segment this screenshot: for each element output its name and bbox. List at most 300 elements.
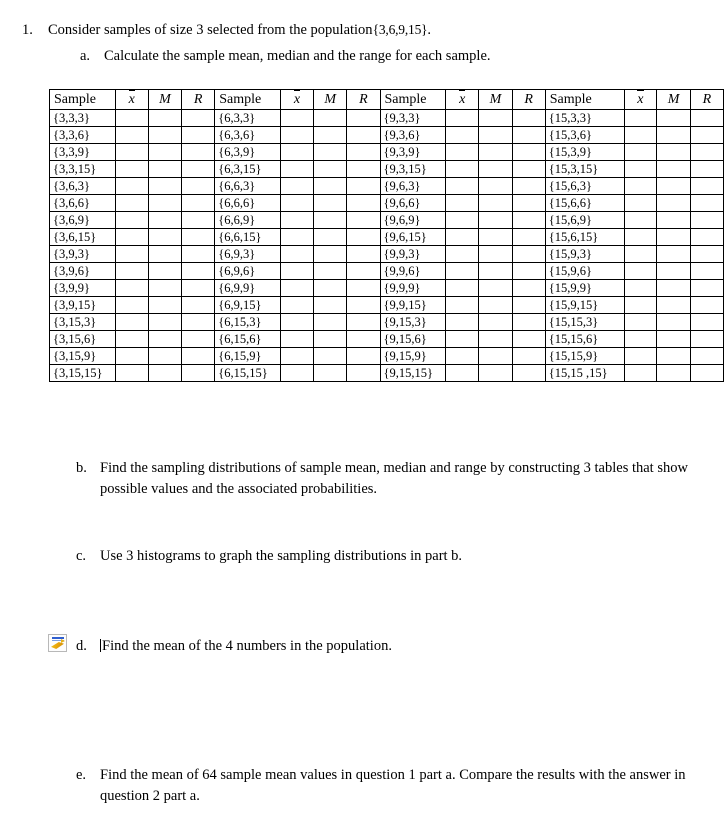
range-cell[interactable] xyxy=(182,280,215,297)
table-row xyxy=(50,365,724,382)
sample-cell: {9,15,3} xyxy=(380,314,446,331)
mean-cell[interactable] xyxy=(281,229,314,246)
median-cell[interactable] xyxy=(148,229,182,246)
range-cell[interactable] xyxy=(512,195,545,212)
median-cell[interactable] xyxy=(657,297,691,314)
range-cell[interactable] xyxy=(690,365,723,382)
mean-cell[interactable] xyxy=(115,297,148,314)
median-cell[interactable] xyxy=(657,195,691,212)
range-cell[interactable] xyxy=(512,229,545,246)
median-cell[interactable] xyxy=(148,161,182,178)
mean-cell[interactable] xyxy=(446,229,479,246)
table-row xyxy=(50,314,724,331)
range-cell[interactable] xyxy=(347,127,380,144)
range-cell[interactable] xyxy=(347,331,380,348)
range-cell[interactable] xyxy=(182,212,215,229)
median-cell[interactable] xyxy=(313,263,347,280)
x-bar-symbol: x xyxy=(459,92,466,107)
part-c-text: Use 3 histograms to graph the sampling distributions in part b. xyxy=(100,548,463,564)
header-sample-2: Sample xyxy=(215,90,281,110)
table-row xyxy=(50,246,724,263)
mean-cell[interactable] xyxy=(115,212,148,229)
mean-cell[interactable] xyxy=(446,178,479,195)
sample-cell: {9,9,3} xyxy=(380,246,446,263)
range-cell[interactable] xyxy=(690,229,723,246)
range-cell[interactable] xyxy=(512,178,545,195)
median-cell[interactable] xyxy=(479,161,513,178)
sample-cell: {6,9,9} xyxy=(215,280,281,297)
sample-cell: {3,9,3} xyxy=(50,246,116,263)
mean-cell[interactable] xyxy=(115,331,148,348)
mean-cell[interactable] xyxy=(115,144,148,161)
part-d xyxy=(76,636,696,657)
range-cell[interactable] xyxy=(512,263,545,280)
median-cell[interactable] xyxy=(148,331,182,348)
median-cell[interactable] xyxy=(148,246,182,263)
sample-cell: {6,9,15} xyxy=(215,297,281,314)
median-cell[interactable] xyxy=(479,144,513,161)
samples-table xyxy=(49,89,724,382)
mean-cell[interactable] xyxy=(624,195,657,212)
edit-pencil-icon[interactable] xyxy=(48,634,67,652)
mean-cell[interactable] xyxy=(624,161,657,178)
mean-cell[interactable] xyxy=(281,144,314,161)
mean-cell[interactable] xyxy=(446,127,479,144)
sample-cell: {6,6,15} xyxy=(215,229,281,246)
mean-cell[interactable] xyxy=(624,229,657,246)
sample-cell: {9,15,15} xyxy=(380,365,446,382)
median-cell[interactable] xyxy=(148,365,182,382)
median-cell[interactable] xyxy=(313,246,347,263)
range-cell[interactable] xyxy=(347,195,380,212)
mean-cell[interactable] xyxy=(115,365,148,382)
table-row xyxy=(50,110,724,127)
median-cell[interactable] xyxy=(148,195,182,212)
median-cell[interactable] xyxy=(148,144,182,161)
header-mean-2 xyxy=(281,90,314,110)
median-cell[interactable] xyxy=(657,348,691,365)
mean-cell[interactable] xyxy=(624,365,657,382)
sample-cell: {9,6,3} xyxy=(380,178,446,195)
range-cell[interactable] xyxy=(512,144,545,161)
median-cell[interactable] xyxy=(313,161,347,178)
header-median-2: M xyxy=(313,90,347,110)
range-cell[interactable] xyxy=(512,280,545,297)
range-cell[interactable] xyxy=(690,246,723,263)
table-row xyxy=(50,297,724,314)
mean-cell[interactable] xyxy=(281,297,314,314)
range-cell[interactable] xyxy=(690,127,723,144)
range-cell[interactable] xyxy=(347,263,380,280)
mean-cell[interactable] xyxy=(115,246,148,263)
mean-cell[interactable] xyxy=(624,178,657,195)
median-cell[interactable] xyxy=(313,331,347,348)
mean-cell[interactable] xyxy=(115,348,148,365)
table-row xyxy=(50,331,724,348)
mean-cell[interactable] xyxy=(446,195,479,212)
median-cell[interactable] xyxy=(148,314,182,331)
range-cell[interactable] xyxy=(347,297,380,314)
range-cell[interactable] xyxy=(690,178,723,195)
range-cell[interactable] xyxy=(182,161,215,178)
sample-cell: {6,15,9} xyxy=(215,348,281,365)
part-b-label: b. xyxy=(76,460,87,476)
median-cell[interactable] xyxy=(657,263,691,280)
sample-cell: {15,9,9} xyxy=(545,280,624,297)
mean-cell[interactable] xyxy=(281,263,314,280)
median-cell[interactable] xyxy=(479,314,513,331)
samples-table-body xyxy=(50,110,724,382)
median-cell[interactable] xyxy=(479,263,513,280)
sample-cell: {6,6,6} xyxy=(215,195,281,212)
part-e xyxy=(76,765,706,807)
mean-cell[interactable] xyxy=(446,297,479,314)
sample-cell: {6,3,15} xyxy=(215,161,281,178)
sample-cell: {6,6,9} xyxy=(215,212,281,229)
sample-cell: {9,9,9} xyxy=(380,280,446,297)
median-cell[interactable] xyxy=(479,229,513,246)
median-cell[interactable] xyxy=(657,314,691,331)
mean-cell[interactable] xyxy=(281,280,314,297)
sample-cell: {3,15,15} xyxy=(50,365,116,382)
range-cell[interactable] xyxy=(347,314,380,331)
median-cell[interactable] xyxy=(148,110,182,127)
mean-cell[interactable] xyxy=(281,178,314,195)
mean-cell[interactable] xyxy=(281,314,314,331)
sample-cell: {3,6,6} xyxy=(50,195,116,212)
sample-cell: {15,3,3} xyxy=(545,110,624,127)
range-cell[interactable] xyxy=(690,212,723,229)
part-d-text: Find the mean of the 4 numbers in the population. xyxy=(102,638,392,654)
median-cell[interactable] xyxy=(148,280,182,297)
range-cell[interactable] xyxy=(512,127,545,144)
median-cell[interactable] xyxy=(313,348,347,365)
median-cell[interactable] xyxy=(313,127,347,144)
median-cell[interactable] xyxy=(657,161,691,178)
sample-cell: {6,9,6} xyxy=(215,263,281,280)
mean-cell[interactable] xyxy=(115,314,148,331)
x-bar-symbol: x xyxy=(128,92,135,107)
table-row xyxy=(50,280,724,297)
range-cell[interactable] xyxy=(347,246,380,263)
range-cell[interactable] xyxy=(512,212,545,229)
median-cell[interactable] xyxy=(313,280,347,297)
median-cell[interactable] xyxy=(479,365,513,382)
mean-cell[interactable] xyxy=(115,280,148,297)
sample-cell: {3,3,3} xyxy=(50,110,116,127)
median-cell[interactable] xyxy=(313,110,347,127)
range-cell[interactable] xyxy=(512,365,545,382)
header-mean-1 xyxy=(115,90,148,110)
header-range-2: R xyxy=(347,90,380,110)
header-range-4: R xyxy=(690,90,723,110)
sample-cell: {3,9,15} xyxy=(50,297,116,314)
sample-cell: {3,9,6} xyxy=(50,263,116,280)
mean-cell[interactable] xyxy=(115,195,148,212)
median-cell[interactable] xyxy=(657,212,691,229)
range-cell[interactable] xyxy=(182,127,215,144)
sample-cell: {15,15,9} xyxy=(545,348,624,365)
sample-cell: {9,9,15} xyxy=(380,297,446,314)
median-cell[interactable] xyxy=(479,212,513,229)
sample-cell: {6,6,3} xyxy=(215,178,281,195)
part-e-label: e. xyxy=(76,767,87,783)
part-b-text: Find the sampling distributions of sample mean, median and range by constructing 3 tables that show possible values and the associated probabilities. xyxy=(100,460,688,497)
part-d-body xyxy=(100,636,696,657)
header-mean-4 xyxy=(624,90,657,110)
part-a-label: a. xyxy=(80,48,91,64)
range-cell[interactable] xyxy=(182,178,215,195)
question-text-end: . xyxy=(427,22,432,38)
median-cell[interactable] xyxy=(313,229,347,246)
sample-cell: {9,3,9} xyxy=(380,144,446,161)
median-cell[interactable] xyxy=(148,263,182,280)
range-cell[interactable] xyxy=(512,331,545,348)
range-cell[interactable] xyxy=(512,161,545,178)
range-cell[interactable] xyxy=(690,280,723,297)
mean-cell[interactable] xyxy=(624,144,657,161)
mean-cell[interactable] xyxy=(624,297,657,314)
range-cell[interactable] xyxy=(347,161,380,178)
mean-cell[interactable] xyxy=(624,246,657,263)
sample-cell: {9,6,9} xyxy=(380,212,446,229)
median-cell[interactable] xyxy=(148,348,182,365)
mean-cell[interactable] xyxy=(624,110,657,127)
median-cell[interactable] xyxy=(313,195,347,212)
sample-cell: {15,9,6} xyxy=(545,263,624,280)
table-row xyxy=(50,195,724,212)
mean-cell[interactable] xyxy=(446,365,479,382)
range-cell[interactable] xyxy=(690,161,723,178)
edit-icon-pencil-body xyxy=(51,642,64,649)
sample-cell: {3,3,6} xyxy=(50,127,116,144)
part-a xyxy=(80,46,491,66)
range-cell[interactable] xyxy=(690,195,723,212)
range-cell[interactable] xyxy=(347,178,380,195)
median-cell[interactable] xyxy=(148,178,182,195)
mean-cell[interactable] xyxy=(624,314,657,331)
range-cell[interactable] xyxy=(347,229,380,246)
range-cell[interactable] xyxy=(690,331,723,348)
range-cell[interactable] xyxy=(512,348,545,365)
mean-cell[interactable] xyxy=(115,127,148,144)
median-cell[interactable] xyxy=(313,314,347,331)
sample-cell: {9,3,6} xyxy=(380,127,446,144)
mean-cell[interactable] xyxy=(624,127,657,144)
mean-cell[interactable] xyxy=(446,212,479,229)
median-cell[interactable] xyxy=(479,331,513,348)
median-cell[interactable] xyxy=(313,365,347,382)
table-row xyxy=(50,127,724,144)
part-c-label: c. xyxy=(76,548,87,564)
header-sample-3: Sample xyxy=(380,90,446,110)
median-cell[interactable] xyxy=(657,110,691,127)
range-cell[interactable] xyxy=(182,229,215,246)
edit-icon-line-1 xyxy=(52,637,64,639)
range-cell[interactable] xyxy=(182,246,215,263)
mean-cell[interactable] xyxy=(446,331,479,348)
part-b xyxy=(76,458,716,500)
range-cell[interactable] xyxy=(182,110,215,127)
question-number: 1. xyxy=(22,22,33,38)
sample-cell: {15,6,15} xyxy=(545,229,624,246)
header-sample-1: Sample xyxy=(50,90,116,110)
sample-cell: {6,15,15} xyxy=(215,365,281,382)
mean-cell[interactable] xyxy=(446,263,479,280)
sample-cell: {15,9,15} xyxy=(545,297,624,314)
range-cell[interactable] xyxy=(347,144,380,161)
range-cell[interactable] xyxy=(690,110,723,127)
median-cell[interactable] xyxy=(657,229,691,246)
range-cell[interactable] xyxy=(347,348,380,365)
range-cell[interactable] xyxy=(182,195,215,212)
mean-cell[interactable] xyxy=(446,161,479,178)
sample-cell: {3,9,9} xyxy=(50,280,116,297)
range-cell[interactable] xyxy=(182,331,215,348)
mean-cell[interactable] xyxy=(281,212,314,229)
mean-cell[interactable] xyxy=(446,280,479,297)
mean-cell[interactable] xyxy=(281,331,314,348)
median-cell[interactable] xyxy=(479,280,513,297)
sample-cell: {6,15,3} xyxy=(215,314,281,331)
range-cell[interactable] xyxy=(690,348,723,365)
range-cell[interactable] xyxy=(690,263,723,280)
range-cell[interactable] xyxy=(347,280,380,297)
mean-cell[interactable] xyxy=(115,263,148,280)
range-cell[interactable] xyxy=(512,246,545,263)
mean-cell[interactable] xyxy=(624,263,657,280)
mean-cell[interactable] xyxy=(115,161,148,178)
mean-cell[interactable] xyxy=(281,195,314,212)
mean-cell[interactable] xyxy=(281,127,314,144)
median-cell[interactable] xyxy=(479,127,513,144)
median-cell[interactable] xyxy=(479,195,513,212)
median-cell[interactable] xyxy=(313,297,347,314)
header-median-1: M xyxy=(148,90,182,110)
mean-cell[interactable] xyxy=(624,212,657,229)
sample-cell: {15,3,9} xyxy=(545,144,624,161)
mean-cell[interactable] xyxy=(281,348,314,365)
median-cell[interactable] xyxy=(313,144,347,161)
sample-cell: {15,15,3} xyxy=(545,314,624,331)
sample-cell: {9,3,3} xyxy=(380,110,446,127)
mean-cell[interactable] xyxy=(281,161,314,178)
range-cell[interactable] xyxy=(347,110,380,127)
sample-cell: {15,6,6} xyxy=(545,195,624,212)
median-cell[interactable] xyxy=(479,246,513,263)
mean-cell[interactable] xyxy=(115,110,148,127)
median-cell[interactable] xyxy=(479,110,513,127)
mean-cell[interactable] xyxy=(446,144,479,161)
mean-cell[interactable] xyxy=(281,365,314,382)
table-row xyxy=(50,263,724,280)
median-cell[interactable] xyxy=(657,178,691,195)
population-set: {3,6,9,15} xyxy=(372,22,428,37)
median-cell[interactable] xyxy=(657,246,691,263)
sample-cell: {3,3,9} xyxy=(50,144,116,161)
mean-cell[interactable] xyxy=(446,246,479,263)
sample-cell: {15,15,6} xyxy=(545,331,624,348)
header-range-1: R xyxy=(182,90,215,110)
mean-cell[interactable] xyxy=(281,110,314,127)
sample-cell: {3,3,15} xyxy=(50,161,116,178)
range-cell[interactable] xyxy=(182,144,215,161)
median-cell[interactable] xyxy=(148,297,182,314)
range-cell[interactable] xyxy=(182,365,215,382)
median-cell[interactable] xyxy=(148,212,182,229)
median-cell[interactable] xyxy=(313,178,347,195)
mean-cell[interactable] xyxy=(281,246,314,263)
range-cell[interactable] xyxy=(512,297,545,314)
median-cell[interactable] xyxy=(657,127,691,144)
text-caret xyxy=(100,639,101,652)
part-d-label: d. xyxy=(76,638,87,654)
range-cell[interactable] xyxy=(512,110,545,127)
sample-cell: {3,15,9} xyxy=(50,348,116,365)
sample-cell: {6,3,9} xyxy=(215,144,281,161)
range-cell[interactable] xyxy=(182,297,215,314)
median-cell[interactable] xyxy=(657,280,691,297)
part-a-text: Calculate the sample mean, median and the range for each sample. xyxy=(104,48,491,64)
mean-cell[interactable] xyxy=(115,178,148,195)
range-cell[interactable] xyxy=(182,314,215,331)
sample-cell: {9,15,6} xyxy=(380,331,446,348)
part-e-text: Find the mean of 64 sample mean values in question 1 part a. Compare the results with the answer in question 2 part a. xyxy=(100,767,686,804)
sample-cell: {15,6,3} xyxy=(545,178,624,195)
sample-cell: {3,6,9} xyxy=(50,212,116,229)
sample-cell: {3,15,6} xyxy=(50,331,116,348)
sample-cell: {15,3,6} xyxy=(545,127,624,144)
median-cell[interactable] xyxy=(657,331,691,348)
median-cell[interactable] xyxy=(479,297,513,314)
mean-cell[interactable] xyxy=(446,314,479,331)
median-cell[interactable] xyxy=(657,365,691,382)
mean-cell[interactable] xyxy=(446,348,479,365)
sample-cell: {3,6,3} xyxy=(50,178,116,195)
mean-cell[interactable] xyxy=(624,331,657,348)
range-cell[interactable] xyxy=(512,314,545,331)
x-bar-symbol: x xyxy=(637,92,644,107)
sample-cell: {9,6,6} xyxy=(380,195,446,212)
mean-cell[interactable] xyxy=(624,280,657,297)
range-cell[interactable] xyxy=(182,348,215,365)
range-cell[interactable] xyxy=(347,212,380,229)
sample-cell: {6,3,3} xyxy=(215,110,281,127)
mean-cell[interactable] xyxy=(115,229,148,246)
sample-cell: {15,3,15} xyxy=(545,161,624,178)
median-cell[interactable] xyxy=(657,144,691,161)
median-cell[interactable] xyxy=(313,212,347,229)
sample-cell: {6,3,6} xyxy=(215,127,281,144)
median-cell[interactable] xyxy=(479,348,513,365)
header-sample-4: Sample xyxy=(545,90,624,110)
header-range-3: R xyxy=(512,90,545,110)
sample-cell: {9,9,6} xyxy=(380,263,446,280)
sample-cell: {3,6,15} xyxy=(50,229,116,246)
range-cell[interactable] xyxy=(347,365,380,382)
x-bar-symbol: x xyxy=(293,92,301,107)
sample-cell: {15,9,3} xyxy=(545,246,624,263)
table-header-row xyxy=(50,90,724,110)
median-cell[interactable] xyxy=(148,127,182,144)
range-cell[interactable] xyxy=(690,144,723,161)
mean-cell[interactable] xyxy=(624,348,657,365)
range-cell[interactable] xyxy=(690,314,723,331)
range-cell[interactable] xyxy=(690,297,723,314)
mean-cell[interactable] xyxy=(446,110,479,127)
range-cell[interactable] xyxy=(182,263,215,280)
median-cell[interactable] xyxy=(479,178,513,195)
